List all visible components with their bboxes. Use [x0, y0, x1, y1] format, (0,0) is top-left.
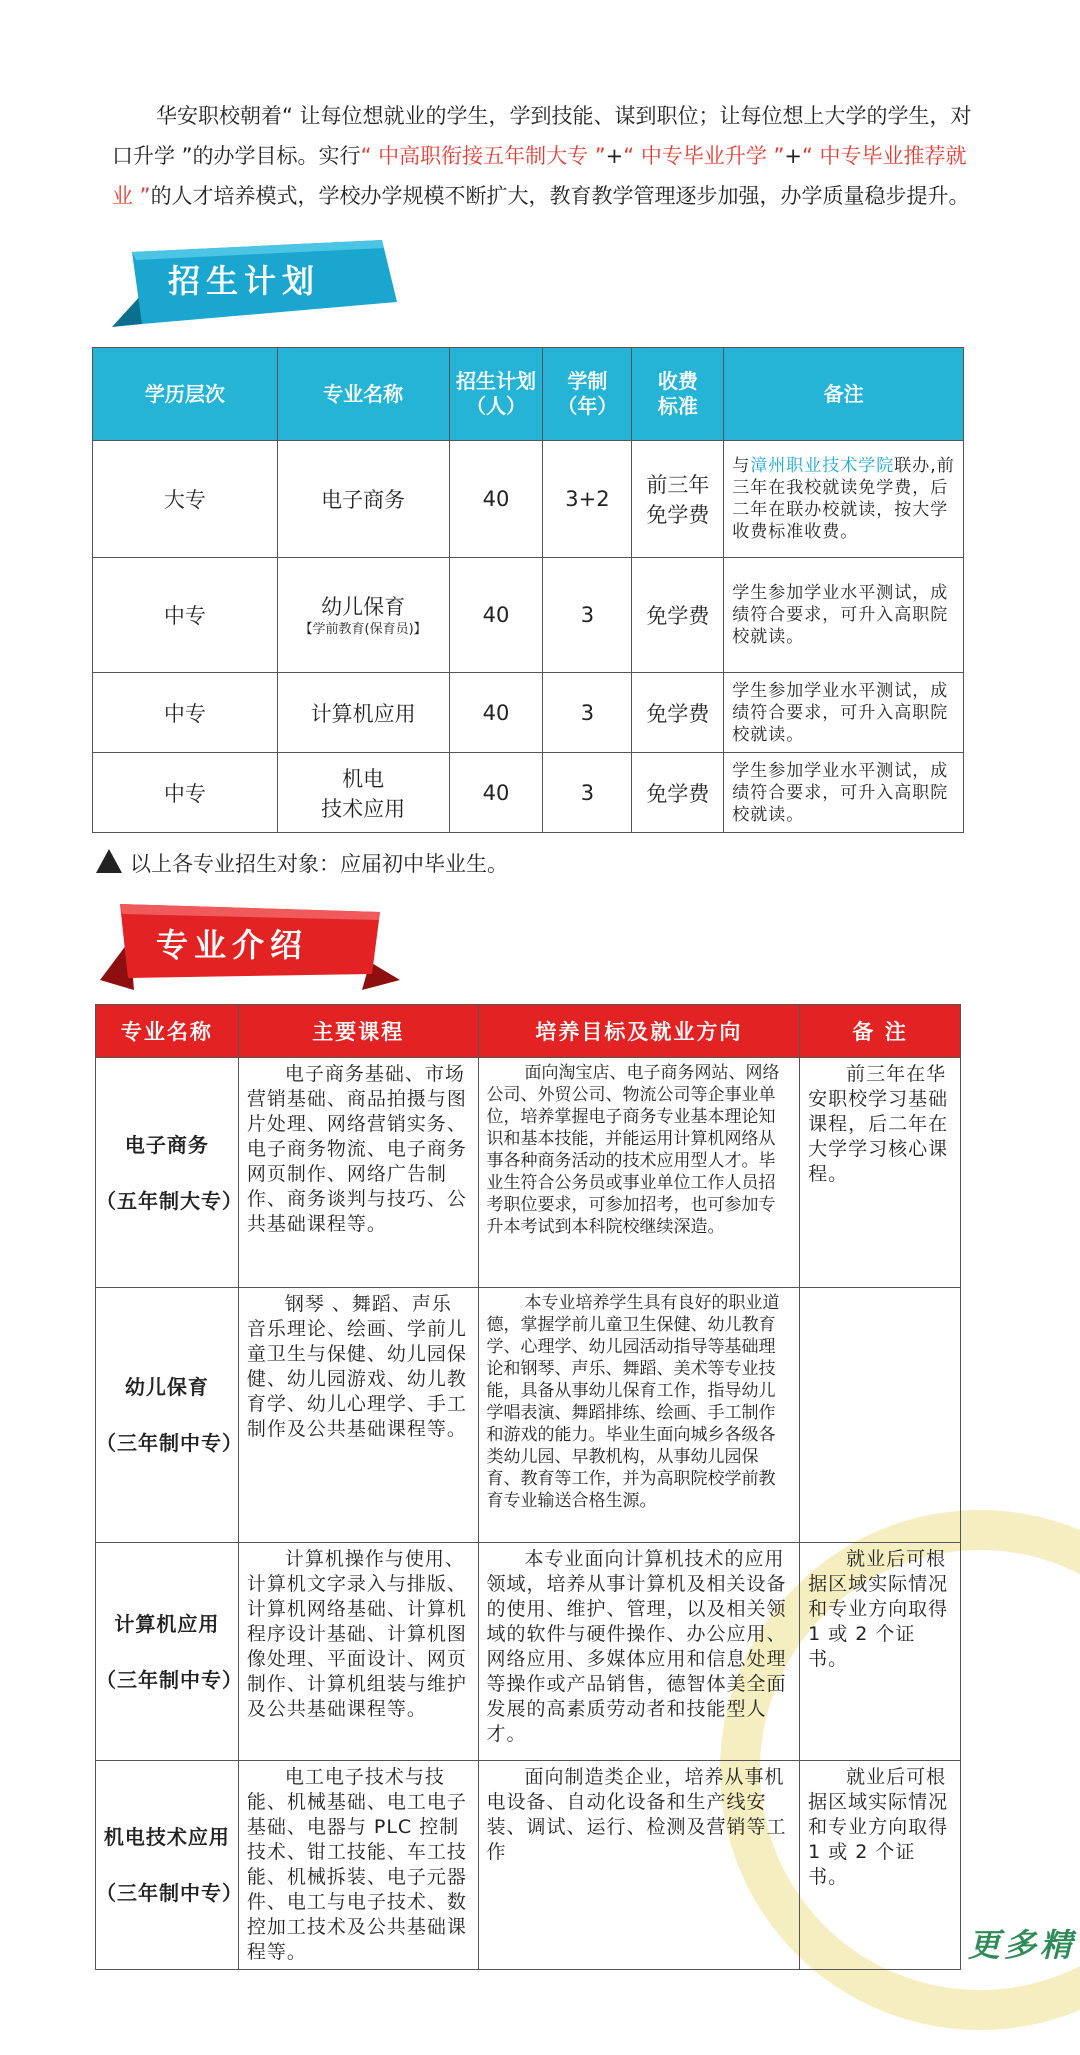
fee-cell: 前三年 免学费: [632, 441, 724, 558]
goal-cell: 本专业培养学生具有良好的职业道德，掌握学前儿童卫生保健、幼儿教育学、心理学、幼儿园活动指导等基础理论和钢琴、声乐、舞蹈、美术等专业技能，具备从事幼儿保育工作，指导幼儿学唱表演、舞蹈排练、绘画、手工制作和游戏的能力。毕业生面向城乡各级各类幼儿园、早教机构，从事幼儿园保育、教育等工作，并为高职院校学前教育专业输送合格生源。: [478, 1288, 800, 1543]
fee-cell: 免学费: [632, 673, 724, 753]
courses-cell: 电子商务基础、市场营销基础、商品拍摄与图片处理、网络营销实务、电子商务物流、电子商务网页制作、网络广告制作、商务谈判与技巧、公共基础课程等。: [238, 1058, 478, 1288]
table-row: [96, 1543, 961, 1761]
remark-cell: 前三年在华安职校学习基础课程，后二年在大学学习核心课程。: [800, 1058, 961, 1288]
header-cell: 专业名称: [277, 348, 449, 441]
note-cell: 学生参加学业水平测试，成绩符合要求，可升入高职院校就读。: [724, 673, 964, 753]
remark-cell: 就业后可根据区域实际情况和专业方向取得 1 或 2 个证书。: [800, 1543, 961, 1761]
note-cell: 学生参加学业水平测试，成绩符合要求，可升入高职院校就读。: [724, 753, 964, 833]
table-row: [93, 673, 964, 753]
enrollment-plan-table: [92, 347, 964, 833]
fee-cell: 免学费: [632, 558, 724, 673]
triangle-icon: [96, 849, 122, 873]
header-cell: 主要课程: [238, 1005, 478, 1058]
college-link: 漳州职业技术学院: [750, 456, 895, 476]
more-text: 更多精: [968, 1926, 1077, 1964]
courses-cell: 钢琴 、舞蹈、声乐音乐理论、绘画、学前儿童卫生与保健、幼儿园保健、幼儿园游戏、幼儿教育学、幼儿心理学、手工制作及公共基础课程等。: [238, 1288, 478, 1543]
years-cell: 3: [543, 753, 632, 833]
fee-cell: 免学费: [632, 753, 724, 833]
table-row: [96, 1058, 961, 1288]
major-cell: 机电 技术应用: [277, 753, 449, 833]
table-row: [93, 441, 964, 558]
major-cell: 幼儿保育 （三年制中专）: [96, 1288, 239, 1543]
goal-cell: 面向淘宝店、电子商务网站、网络公司、外贸公司、物流公司等企事业单位，培养掌握电子商务专业基本理论知识和基本技能，并能运用计算机网络从事各种商务活动的技术应用型人才。毕业生符合公务员或事业单位工作人员招考职位要求，可参加招考，也可参加专升本考试到本科院校继续深造。: [478, 1058, 800, 1288]
goal-cell: 面向制造类企业，培养从事机电设备、自动化设备和生产线安装、调试、运行、检测及营销等工作: [478, 1761, 800, 1970]
table-header-row: [93, 348, 964, 441]
major-cell: 电子商务: [277, 441, 449, 558]
target-note: 以上各专业招生对象：应届初中毕业生。: [96, 848, 508, 878]
major-cell: 计算机应用 （三年制中专）: [96, 1543, 239, 1761]
banner-title: 招生计划: [168, 262, 321, 300]
note-cell: 与漳州职业技术学院联办,前三年在我校就读免学费，后二年在联办校就读，按大学收费标准收费。: [724, 441, 964, 558]
table-row: [93, 558, 964, 673]
enrollment-plan-banner: [112, 232, 402, 332]
quota-cell: 40: [449, 673, 543, 753]
years-cell: 3: [543, 558, 632, 673]
intro-paragraph: 华安职校朝着“ 让每位想就业的学生，学到技能、谋到职位；让每位想上大学的学生，对口升学 ”的办学目标。实行“ 中高职衔接五年制大专 ”+“ 中专毕业升学 ”+“ 中专毕业推荐就业 ”的人才培养模式，学校办学规模不断扩大，教育教学管理逐步加强，办学质量稳步提升。: [112, 104, 972, 208]
remark-cell: 就业后可根据区域实际情况和专业方向取得 1 或 2 个证书。: [800, 1761, 961, 1970]
quota-cell: 40: [449, 441, 543, 558]
table-row: [93, 753, 964, 833]
remark-cell: [800, 1288, 961, 1543]
table-row: [96, 1288, 961, 1543]
major-intro-banner: [100, 892, 400, 992]
years-cell: 3: [543, 673, 632, 753]
years-cell: 3+2: [543, 441, 632, 558]
header-cell: 备 注: [800, 1005, 961, 1058]
level-cell: 中专: [93, 673, 278, 753]
banner-title: 专业介绍: [156, 926, 309, 964]
header-cell: 招生计划 （人）: [449, 348, 543, 441]
header-cell: 培养目标及就业方向: [478, 1005, 800, 1058]
level-cell: 中专: [93, 558, 278, 673]
header-cell: 备注: [724, 348, 964, 441]
courses-cell: 电工电子技术与技能、机械基础、电工电子基础、电器与 PLC 控制技术、钳工技能、车工技能、机械拆装、电子元器件、电工与电子技术、数控加工技术及公共基础课程等。: [238, 1761, 478, 1970]
header-cell: 收费 标准: [632, 348, 724, 441]
quota-cell: 40: [449, 558, 543, 673]
header-cell: 专业名称: [96, 1005, 239, 1058]
major-cell: 机电技术应用 （三年制中专）: [96, 1761, 239, 1970]
major-intro-table: [95, 1004, 961, 1970]
level-cell: 大专: [93, 441, 278, 558]
major-cell: 计算机应用: [277, 673, 449, 753]
quota-cell: 40: [449, 753, 543, 833]
goal-cell: 本专业面向计算机技术的应用领域，培养从事计算机及相关设备的使用、维护、管理，以及相关领域的软件与硬件操作、办公应用、网络应用、多媒体应用和信息处理等操作或产品销售，德智体美全面发展的高素质劳动者和技能型人才。: [478, 1543, 800, 1761]
header-cell: 学历层次: [93, 348, 278, 441]
level-cell: 中专: [93, 753, 278, 833]
major-cell: 电子商务 （五年制大专）: [96, 1058, 239, 1288]
table-header-row: [96, 1005, 961, 1058]
courses-cell: 计算机操作与使用、计算机文字录入与排版、计算机网络基础、计算机程序设计基础、计算机图像处理、平面设计、网页制作、计算机组装与维护及公共基础课程等。: [238, 1543, 478, 1761]
major-cell: 幼儿保育 【学前教育(保育员)】: [277, 558, 449, 673]
note-cell: 学生参加学业水平测试，成绩符合要求，可升入高职院校就读。: [724, 558, 964, 673]
header-cell: 学制 （年）: [543, 348, 632, 441]
table-row: [96, 1761, 961, 1970]
